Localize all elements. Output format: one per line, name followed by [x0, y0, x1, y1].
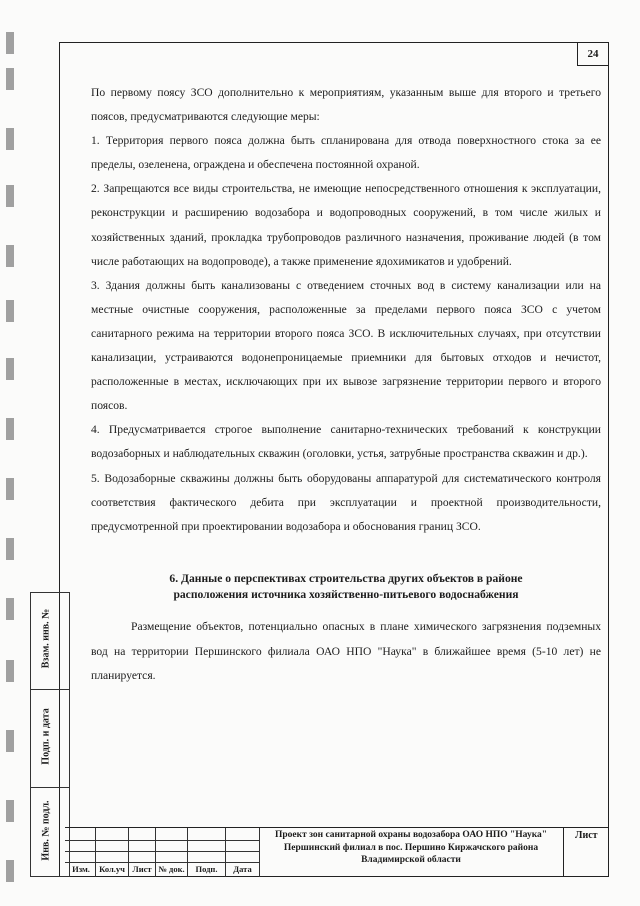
side-label-inv: Инв. № подл.	[40, 800, 52, 861]
scan-mark	[6, 418, 14, 440]
side-label-vzam: Взам. инв. №	[40, 608, 52, 669]
page-frame	[59, 42, 609, 877]
paragraph-3: 3. Здания должны быть канализованы с отведением сточных вод в систему канализации или на местные очистные сооружения, расположенные за пределами первого пояса ЗСО с учетом санитарного режима на территории второго пояса ЗСО. В исключительных случаях, при отсутствии канализации, устраиваются водонепроницаемые приемники для бытовых отходов и нечистот, расположенные в местах, исключающих при их вывозе загрязнение территории первого и второго поясов.	[91, 278, 601, 413]
side-label-podp: Подп. и дата	[40, 708, 52, 765]
scan-mark	[6, 598, 14, 620]
body-text	[91, 81, 601, 539]
section-heading	[91, 571, 601, 603]
section-paragraph: Размещение объектов, потенциально опасных в плане химического загрязнения подземных вод на территории Першинского филиала ОАО НПО "Наука" в ближайшее время (5-10 лет) не планируется.	[91, 620, 601, 682]
paragraph-intro: По первому поясу ЗСО дополнительно к мероприятиям, указанным выше для второго и третьего поясов, предусматриваются следующие меры:	[91, 86, 601, 124]
header-list: Лист	[132, 864, 152, 874]
side-stamp-table	[30, 592, 70, 877]
header-izm: Изм.	[72, 864, 90, 874]
header-koluch: Кол.уч	[99, 864, 125, 874]
header-data: Дата	[233, 864, 252, 874]
project-line1: Проект зон санитарной охраны водозабора ОАО НПО "Наука"	[274, 830, 548, 840]
revision-grid	[65, 828, 259, 877]
title-block	[65, 827, 608, 877]
scan-mark	[6, 68, 14, 90]
project-line3: Владимирской области	[361, 855, 461, 865]
scan-mark	[6, 660, 14, 682]
section-body	[91, 615, 601, 689]
scan-mark	[6, 185, 14, 207]
sheet-label: Лист	[575, 830, 598, 841]
paragraph-2: 2. Запрещаются все виды строительства, не имеющие непосредственного отношения к эксплуатации, реконструкции и расширению водозабора и водопроводных сооружений, в том числе жилых и хозяйственных зданий, прокладка трубопроводов различного назначения, проживание людей (в том числе работающих на водопроводе), а также применение ядохимикатов и удобрений.	[91, 182, 601, 268]
page-number: 24	[577, 43, 608, 66]
paragraph-5: 5. Водозаборные скважины должны быть оборудованы аппаратурой для систематического контроля соответствия фактического дебита при эксплуатации и проектной производительности, предусмотренной при проектировании водозабора и обоснования границ ЗСО.	[91, 471, 601, 533]
scan-mark	[6, 860, 14, 882]
paragraph-1: 1. Территория первого пояса должна быть спланирована для отвода поверхностного стока за ее пределы, озеленена, ограждена и обеспечена постоянной охраной.	[91, 134, 601, 172]
section-heading-line1: 6. Данные о перспективах строительства других объектов в районе	[169, 572, 523, 585]
section-heading-line2: расположения источника хозяйственно-питьевого водоснабжения	[173, 588, 519, 601]
header-podp: Подп.	[195, 864, 218, 874]
scan-mark	[6, 128, 14, 150]
project-line2: Першинский филиал в пос. Першино Киржачского района	[283, 842, 539, 853]
side-cell-inv	[31, 787, 69, 876]
scan-mark	[6, 730, 14, 752]
paragraph-4: 4. Предусматривается строгое выполнение санитарно-технических требований к конструкции водозаборных и наблюдательных скважин (оголовки, устья, затрубные пространства скважин и др.).	[91, 423, 601, 461]
scan-mark	[6, 358, 14, 380]
header-doc: № док.	[158, 864, 185, 874]
project-title	[259, 828, 564, 877]
scan-mark	[6, 245, 14, 267]
scan-mark	[6, 300, 14, 322]
scan-mark	[6, 800, 14, 822]
scan-mark	[6, 538, 14, 560]
scan-mark	[6, 478, 14, 500]
scan-mark	[6, 32, 14, 54]
